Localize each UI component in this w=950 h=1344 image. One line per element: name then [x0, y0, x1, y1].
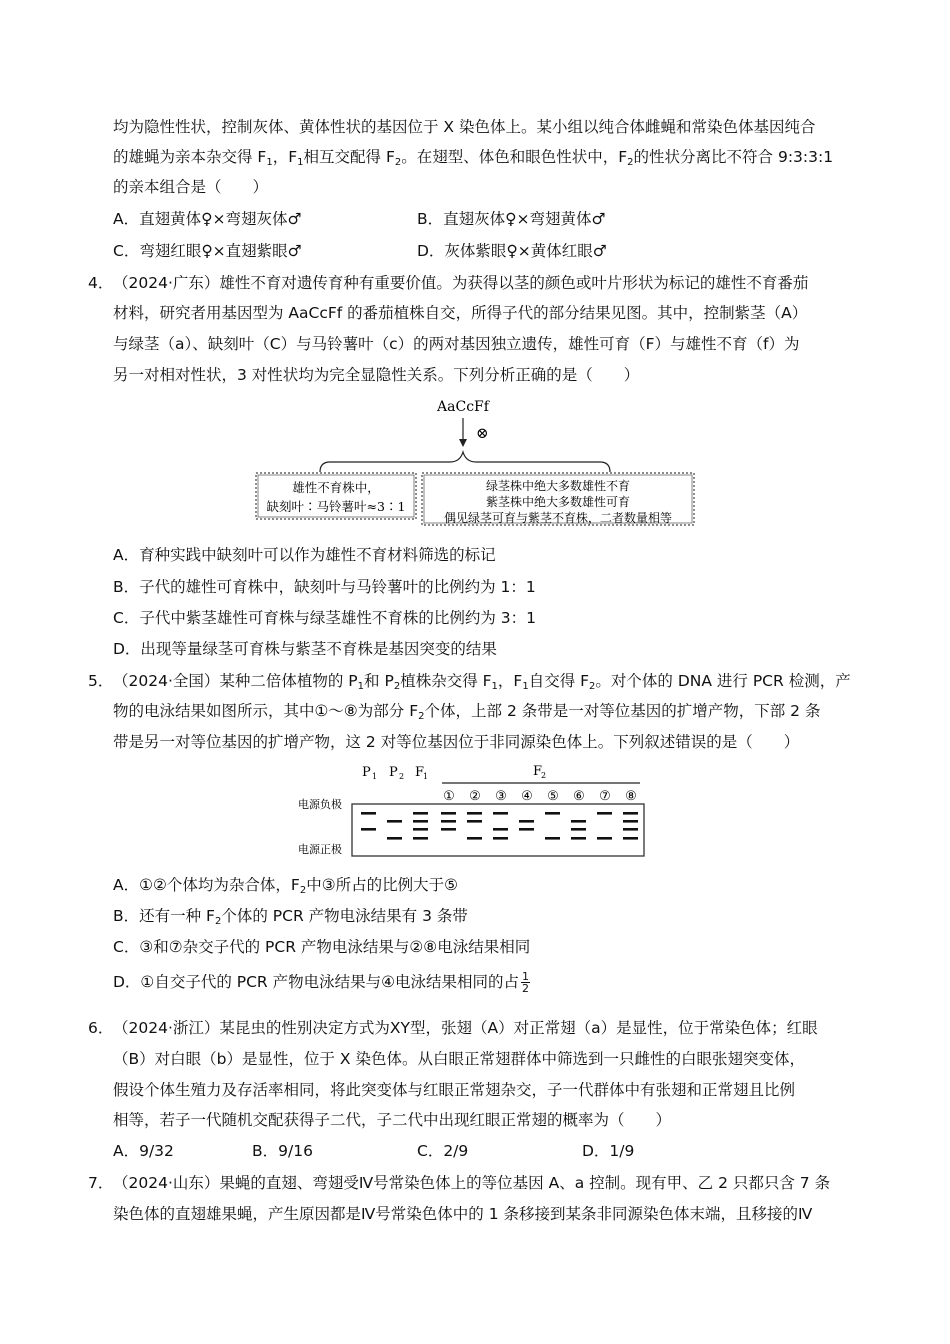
q7-number: 7． — [88, 1174, 114, 1192]
q6-line-3: 假设个体生殖力及存活率相同，将此突变体与红眼正常翅杂交，子一代群体中有张翅和正常翅且比例 — [113, 1081, 796, 1099]
gel-band — [623, 828, 638, 831]
q3-line-3: 的亲本组合是（ ） — [113, 178, 269, 196]
gel-band — [623, 837, 638, 840]
gel-band — [441, 820, 456, 823]
gel-band — [413, 837, 428, 840]
gel-band — [467, 837, 482, 840]
gel-band — [361, 828, 376, 831]
gel-band — [519, 828, 534, 831]
q5-line-2: 物的电泳结果如图所示，其中①～⑧为部分 $F_2$个体，上部 2 条带是一对等位基因的扩增产物，下部 2 条 — [113, 702, 821, 722]
q3-option-d: D．灰体紫眼♀×黄体红眼♂ — [417, 242, 607, 260]
q7-line-2: 染色体的直翅雄果蝇，产生原因都是Ⅳ号常染色体中的 1 条移接到某条非同源染色体末端，且移接的Ⅳ — [113, 1205, 813, 1223]
gel-band — [361, 812, 376, 815]
q4-number: 4． — [88, 274, 114, 292]
fraction-one-half: $\frac{1}{2}$ — [522, 970, 530, 995]
positive-pole-label: 电源正极 — [298, 843, 342, 856]
q4-line-4: 另一对相对性状，3 对性状均为完全显隐性关系。下列分析正确的是（ ） — [113, 366, 640, 384]
q5-line-1: （2024·全国）某种二倍体植物的 $P_1$和 $P_2$植株杂交得 $F_1$，$F_1$自交得 $F_2$。对个体的 DNA 进行 PCR 检测，产 — [113, 672, 851, 692]
q5-gel-figure — [296, 760, 650, 860]
q5-option-a: A．①②个体均为杂合体，$F_2$中③所占的比例大于⑤ — [113, 876, 458, 896]
gel-band — [441, 812, 456, 815]
gel-band — [545, 837, 560, 840]
q4-figure-parent: AaCcFf — [437, 399, 489, 415]
gel-band — [387, 820, 402, 823]
f2-label-1: ① — [443, 789, 455, 804]
svg-text:1: 1 — [423, 772, 429, 781]
f2-label-2: ② — [469, 789, 481, 804]
svg-text:P: P — [362, 765, 371, 780]
q3-line-1: 均为隐性性状，控制灰体、黄体性状的基因位于 X 染色体上。某小组以纯合体雌蝇和常染色体基因纯合 — [113, 118, 816, 136]
q5-number: 5． — [88, 672, 114, 690]
q4-option-c: C．子代中紫茎雄性可育株与绿茎雄性不育株的比例约为 3：1 — [113, 609, 536, 627]
svg-text:F: F — [533, 764, 543, 779]
q4-option-a: A．育种实践中缺刻叶可以作为雄性不育材料筛选的标记 — [113, 546, 496, 564]
gel-band — [467, 812, 482, 815]
q3-option-b: B．直翅灰体♀×弯翅黄体♂ — [417, 210, 606, 228]
q4-option-d: D．出现等量绿茎可育株与紫茎不育株是基因突变的结果 — [113, 640, 497, 658]
q4-option-b: B．子代的雄性可育株中，缺刻叶与马铃薯叶的比例约为 1：1 — [113, 578, 536, 596]
f2-label-6: ⑥ — [573, 789, 585, 804]
q5-option-d: D．①自交子代的 PCR 产物电泳结果与④电泳结果相同的占 $\frac{1}{2}$ — [113, 970, 530, 995]
q4-left-box-line-1: 雄性不育株中， — [292, 480, 380, 495]
svg-text:2: 2 — [399, 772, 405, 781]
gel-band — [493, 837, 508, 840]
gel-bands — [361, 812, 638, 840]
f2-label-5: ⑤ — [547, 789, 559, 804]
gel-band — [623, 820, 638, 823]
f2-individual-labels — [443, 789, 637, 804]
gel-band — [413, 828, 428, 831]
q6-number: 6． — [88, 1019, 114, 1037]
q4-figure — [250, 394, 700, 532]
gel-band — [387, 837, 402, 840]
q4-right-box-line-1: 绿茎株中绝大多数雄性不育 — [485, 479, 631, 493]
q6-line-1: （2024·浙江）某昆虫的性别决定方式为XY型，张翅（A）对正常翅（a）是显性，位于常染色体；红眼 — [113, 1019, 818, 1037]
svg-text:1: 1 — [372, 772, 378, 781]
q6-line-2: （B）对白眼（b）是显性，位于 X 染色体。从白眼正常翅群体中筛选到一只雌性的白眼张翅突变体， — [113, 1050, 805, 1068]
q6-option-a: A．9/32 — [113, 1142, 174, 1160]
gel-band — [519, 820, 534, 823]
q6-option-d: D．1/9 — [582, 1142, 635, 1160]
gel-band — [597, 837, 612, 840]
gel-band — [571, 837, 586, 840]
q4-right-box-line-2: 紫茎株中绝大多数雄性可育 — [485, 495, 631, 509]
gel-band — [493, 812, 508, 815]
f2-label-7: ⑦ — [599, 789, 611, 804]
gel-band — [467, 820, 482, 823]
q4-line-3: 与绿茎（a）、缺刻叶（C）与马铃薯叶（c）的两对基因独立遗传，雄性可育（F）与雄性不育（f）为 — [113, 335, 800, 353]
gel-band — [545, 812, 560, 815]
gel-band — [623, 812, 638, 815]
f2-label-3: ③ — [495, 789, 507, 804]
gel-band — [413, 820, 428, 823]
selfing-symbol: ⊗ — [476, 424, 489, 442]
q3-option-c: C．弯翅红眼♀×直翅紫眼♂ — [113, 242, 302, 260]
q3-line-2: 的雄蝇为亲本杂交得 $F_1$，$F_1$相互交配得 $F_2$。在翅型、体色和眼色性状中，$F_2$的性状分离比不符合 9:3:3:1 — [113, 148, 834, 168]
q4-right-box-line-3: 偶见绿茎可育与紫茎不育株，二者数量相等 — [443, 511, 673, 525]
gel-band — [571, 828, 586, 831]
gel-band — [597, 812, 612, 815]
q6-option-c: C．2/9 — [417, 1142, 469, 1160]
gel-band — [441, 828, 456, 831]
svg-text:F: F — [415, 765, 425, 780]
q5-option-c: C．③和⑦杂交子代的 PCR 产物电泳结果与②⑧电泳结果相同 — [113, 938, 531, 956]
q4-line-2: 材料，研究者用基因型为 AaCcFf 的番茄植株自交，所得子代的部分结果见图。其中，控制紫茎（A） — [113, 304, 808, 322]
q3-option-a: A．直翅黄体♀×弯翅灰体♂ — [113, 210, 302, 228]
gel-band — [571, 820, 586, 823]
svg-text:P: P — [389, 765, 398, 780]
q4-line-1: （2024·广东）雄性不育对遗传育种有重要价值。为获得以茎的颜色或叶片形状为标记的雄性不育番茄 — [113, 274, 809, 292]
q4-left-box-line-2: 缺刻叶∶马铃薯叶≈3∶1 — [266, 499, 406, 514]
f2-label-4: ④ — [521, 789, 533, 804]
q7-line-1: （2024·山东）果蝇的直翅、弯翅受Ⅳ号常染色体上的等位基因 A、a 控制。现有甲、乙 2 只都只含 7 条 — [113, 1174, 831, 1192]
gel-band — [493, 828, 508, 831]
q5-line-3: 带是另一对等位基因的扩增产物，这 2 对等位基因位于非同源染色体上。下列叙述错误的是（ ） — [113, 733, 800, 751]
svg-text:2: 2 — [541, 771, 547, 780]
q6-line-4: 相等，若子一代随机交配获得子二代，子二代中出现红眼正常翅的概率为（ ） — [113, 1111, 672, 1129]
q5-option-b: B．还有一种 $F_2$个体的 PCR 产物电泳结果有 3 条带 — [113, 907, 468, 927]
negative-pole-label: 电源负极 — [298, 798, 342, 811]
f2-label-8: ⑧ — [625, 789, 637, 804]
gel-band — [413, 812, 428, 815]
q6-option-b: B．9/16 — [252, 1142, 313, 1160]
